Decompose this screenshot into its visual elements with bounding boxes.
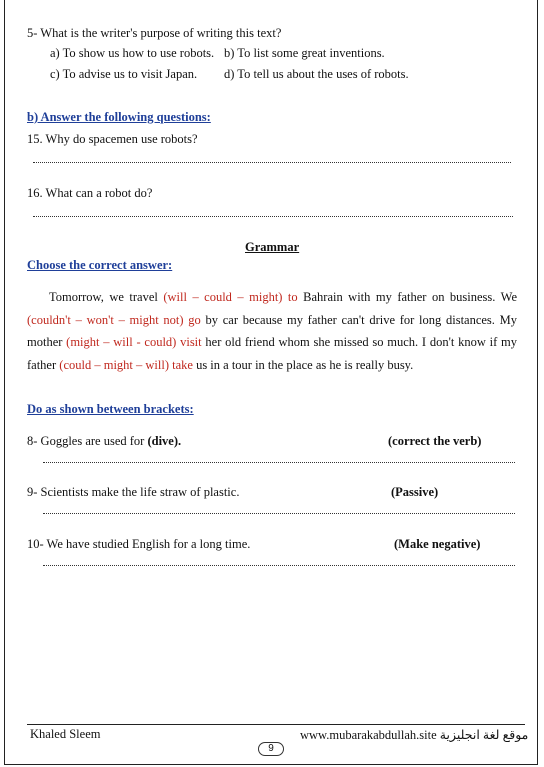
para-text: her old friend whom she missed so much. I don't know if my father (27, 335, 517, 372)
answer-line-15[interactable] (33, 162, 511, 163)
grammar-paragraph (27, 286, 517, 376)
answer-line-16[interactable] (33, 216, 513, 217)
q5-option-c: c) To advise us to visit Japan. (50, 67, 198, 81)
question-15: 15. Why do spacemen use robots? (27, 132, 198, 146)
q5-option-b: b) To list some great inventions. (224, 46, 385, 60)
choice-1: (will – could – might) to (163, 290, 298, 304)
item-8 (27, 434, 181, 449)
para-text: Tomorrow, we travel (49, 290, 164, 304)
item-8-instruction: (correct the verb) (388, 434, 482, 448)
choice-3: (might – will - could) visit (66, 335, 202, 349)
para-text: Bahrain with my father on business. We (297, 290, 518, 304)
page-number: 9 (258, 742, 284, 756)
grammar-title: Grammar (245, 240, 300, 254)
choice-4: (could – might – will) take (59, 357, 193, 372)
q5-option-d: d) To tell us about the uses of robots. (224, 67, 409, 81)
question-16: 16. What can a robot do? (27, 186, 153, 200)
item-10-instruction: (Make negative) (394, 537, 481, 551)
section-b-heading: b) Answer the following questions: (27, 110, 211, 124)
footer-site[interactable]: www.mubarakabdullah.site موقع لغة انجليزية (300, 728, 529, 742)
para-text: us in a tour in the place as he is really busy. (192, 357, 414, 372)
item-10: 10- We have studied English for a long time. (27, 537, 251, 551)
choose-heading: Choose the correct answer: (27, 258, 173, 272)
answer-line-8[interactable] (43, 462, 515, 463)
choice-2: (couldn't – won't – might not) go (27, 312, 201, 327)
item-8-verb: (dive). (147, 434, 182, 448)
para-text: by car because my father can't drive for long distances. My mother (27, 312, 518, 349)
item-9: 9- Scientists make the life straw of plastic. (27, 485, 240, 499)
q5-question: 5- What is the writer's purpose of writing this text? (27, 26, 282, 40)
q5-option-a: a) To show us how to use robots. (50, 46, 215, 60)
footer-author: Khaled Sleem (30, 727, 101, 741)
footer-divider (27, 724, 525, 725)
answer-line-10[interactable] (43, 565, 515, 566)
answer-line-9[interactable] (43, 513, 515, 514)
item-8-text: 8- Goggles are used for (27, 434, 148, 448)
brackets-heading: Do as shown between brackets: (27, 402, 194, 416)
item-9-instruction: (Passive) (391, 485, 439, 499)
